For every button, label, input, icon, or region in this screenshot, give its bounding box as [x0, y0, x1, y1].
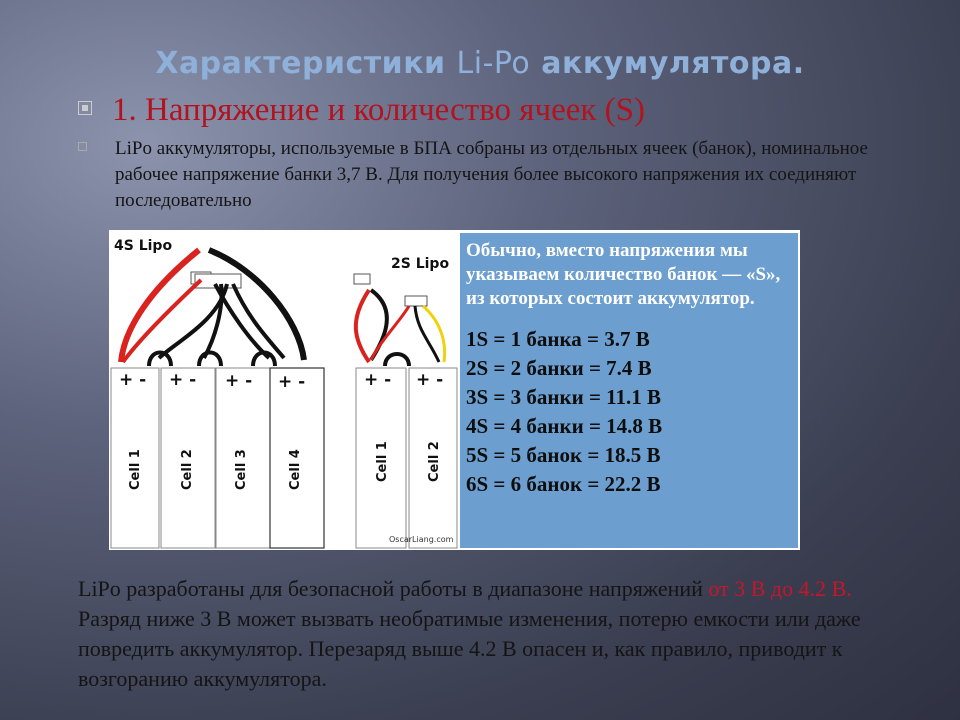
slide-title — [0, 46, 960, 81]
section-heading: 1. Напряжение и количество ячеек (S) — [112, 92, 645, 128]
cell-label-2s-2: Cell 2 — [427, 441, 442, 482]
red-wire-2s-2 — [371, 306, 409, 360]
series-link-2s — [385, 354, 409, 366]
cell-voltage-item: 5S = 5 банок = 18.5 В — [466, 443, 661, 467]
bullet-small-square-icon — [78, 142, 87, 151]
paragraph-bullet — [78, 136, 908, 214]
terminal-4s-3: + - — [225, 371, 253, 391]
terminal-4s-1: + - — [119, 370, 147, 390]
bullet-square-icon — [78, 101, 92, 115]
title-part-2: Li-Po — [456, 46, 531, 81]
bottom-text-1: LiPo разработаны для безопасной работы в диапазоне напряжений — [78, 576, 709, 601]
intro-paragraph: LiPo аккумуляторы, используемые в БПА собраны из отдельных ячеек (банок), номинальное рабочее напряжение банки 3,7 В. Для получения более высокого напряжения их соединяют последовательно — [115, 138, 868, 211]
red-wire-main-4s — [121, 250, 199, 362]
terminal-4s-2: + - — [169, 370, 197, 390]
title-part-1: Характеристики — [155, 46, 457, 81]
cell-label-4s-4: Cell 4 — [288, 449, 303, 490]
infobox-intro: Обычно, вместо напряжения мы указываем количество банок — «S», из которых состоит аккумулятор. — [466, 240, 781, 309]
cell-count-infobox — [458, 233, 798, 548]
cell-voltage-list — [466, 325, 788, 499]
cell-label-2s-1: Cell 1 — [375, 441, 390, 482]
terminal-4s-4: + - — [278, 372, 306, 392]
voltage-range-paragraph — [78, 574, 908, 694]
cell-voltage-item: 6S = 6 банок = 22.2 В — [466, 472, 661, 496]
series-link-2 — [199, 353, 221, 367]
label-2s: 2S Lipo — [391, 256, 450, 272]
cell-label-4s-3: Cell 3 — [234, 449, 249, 490]
cell-label-4s-2: Cell 2 — [180, 449, 195, 490]
black-wire-2s-2 — [415, 306, 439, 362]
terminal-2s-1: + - — [364, 370, 392, 390]
title-part-3: аккумулятора. — [530, 46, 805, 81]
cells-2s — [356, 368, 457, 548]
cell-voltage-item: 2S = 2 банки = 7.4 В — [466, 356, 652, 380]
voltage-range-highlight: от 3 В до 4.2 В. — [708, 576, 852, 601]
cell-voltage-item: 1S = 1 банка = 3.7 В — [466, 327, 650, 351]
cell-label-4s-1: Cell 1 — [128, 449, 143, 490]
red-wire-2s-1 — [356, 290, 369, 362]
cells-4s — [111, 368, 324, 548]
label-4s: 4S Lipo — [114, 238, 173, 254]
cell-voltage-item: 4S = 4 банки = 14.8 В — [466, 414, 663, 438]
cell-voltage-item: 3S = 3 банки = 11.1 В — [466, 385, 662, 409]
main-plug-2s — [354, 274, 370, 284]
figure-credit: OscarLiang.com — [389, 535, 454, 544]
balance-plug-2s — [405, 296, 427, 306]
bottom-text-2: Разряд ниже 3 В может вызвать необратимые изменения, потерю емкости или даже повредить аккумулятор. Перезаряд выше 4.2 В опасен и, как правило, приводит к возгоранию аккумулятора. — [78, 606, 861, 691]
heading-bullet — [78, 92, 645, 129]
terminal-2s-2: + - — [416, 370, 444, 390]
